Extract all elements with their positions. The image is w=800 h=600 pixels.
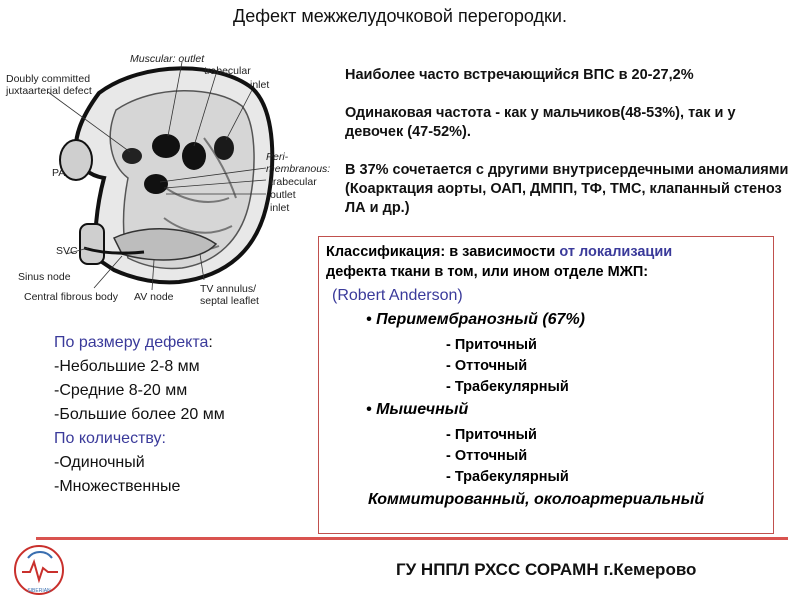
label-peri-outlet: outlet [270, 189, 296, 201]
label-muscular-outlet: Muscular: outlet [130, 53, 205, 65]
label-peri-1: Peri- [266, 151, 289, 163]
heart-septum-diagram [4, 48, 340, 310]
size-small: -Небольшие 2-8 мм [54, 358, 200, 375]
slide-title: Дефект межжелудочковой перегородки. [233, 6, 567, 26]
label-av-node: AV node [134, 291, 174, 303]
muscular-trabecular: - Трабекулярный [446, 469, 569, 485]
fact-associations: В 37% сочетается с другими внутрисердечными аномалиями (Коарктация аорты, ОАП, ДМПП, ТФ, ТМС, клапанный стеноз ЛА и др.) [345, 162, 789, 216]
trabecular-defect [182, 142, 206, 170]
classification-author: (Robert Anderson) [332, 287, 463, 304]
label-central-fibrous-body: Central fibrous body [24, 291, 118, 303]
classification-intro-text: Классификация: в зависимости [326, 244, 560, 260]
category-perimembranous-label: Перимембранозный (67%) [376, 311, 585, 328]
size-heading-colon: : [208, 334, 213, 351]
juxtaarterial-defect [122, 148, 142, 164]
label-svc: SVC [56, 245, 78, 257]
label-sinus-node: Sinus node [18, 271, 71, 283]
label-peri-2: membranous: [266, 163, 331, 175]
perimembranous-defect [144, 174, 168, 194]
perimembranous-outlet: - Отточный [446, 358, 528, 374]
label-peri-inlet: inlet [270, 202, 290, 214]
superior-vena-cava [80, 224, 104, 264]
label-tv-annulus-2: septal leaflet [200, 295, 259, 307]
count-multiple: -Множественные [54, 478, 181, 495]
label-tv-annulus-1: TV annulus/ [200, 283, 257, 295]
perimembranous-inlet: - Приточный [446, 337, 537, 353]
label-inlet-top: inlet [250, 79, 270, 91]
category-muscular [366, 401, 468, 419]
size-heading-text: По размеру дефекта [54, 334, 209, 351]
facts-block [345, 66, 795, 237]
footer-divider [36, 537, 788, 540]
label-trabecular-top: trabecular [204, 65, 251, 77]
outlet-defect [152, 134, 180, 158]
category-committed: Коммитированный, околоартериальный [368, 491, 705, 508]
footer-institution: ГУ НППЛ РХСС СОРАМН г.Кемерово [396, 560, 697, 579]
label-doubly-committed-1: Doubly committed [6, 73, 91, 85]
bullet-icon: • [366, 401, 372, 418]
classification-highlight: от локализации [559, 244, 673, 260]
perimembranous-trabecular: - Трабекулярный [446, 379, 569, 395]
bullet-icon: • [366, 311, 372, 328]
classification-intro [326, 242, 766, 282]
size-large: -Большие более 20 мм [54, 406, 225, 423]
category-perimembranous [366, 311, 585, 329]
muscular-outlet: - Отточный [446, 448, 528, 464]
fact-gender: Одинаковая частота - как у мальчиков(48-53%), так и у девочек (47-52%). [345, 105, 736, 140]
classification-intro-text-2: дефекта ткани в том, или ином отделе МЖП: [326, 264, 649, 280]
count-heading: По количеству: [54, 430, 166, 447]
inlet-defect [214, 136, 234, 160]
category-muscular-label: Мышечный [376, 401, 469, 418]
label-pa: PA [52, 167, 66, 179]
label-doubly-committed-2: juxtaarterial defect [6, 85, 92, 97]
fact-frequency: Наиболее часто встречающийся ВПС в 20-27,2% [345, 67, 694, 83]
size-heading [54, 334, 213, 352]
logo-text: SIBERIAN [27, 588, 51, 594]
institution-logo [8, 542, 70, 598]
muscular-inlet: - Приточный [446, 427, 537, 443]
label-peri-trabecular: trabecular [270, 176, 317, 188]
count-single: -Одиночный [54, 454, 145, 471]
size-medium: -Средние 8-20 мм [54, 382, 188, 399]
